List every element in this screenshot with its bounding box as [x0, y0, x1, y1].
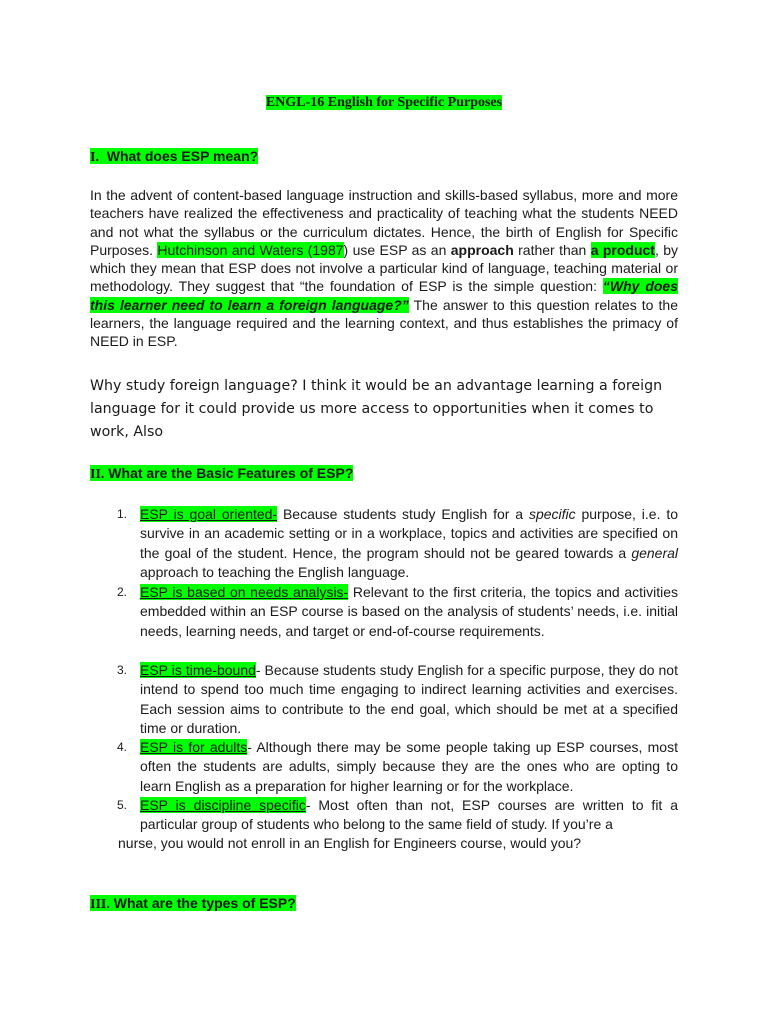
intro-text-b: ) use ESP as an	[343, 241, 447, 258]
list-item-number: 3.	[117, 663, 128, 677]
intro-text-a: In the advent of content-based language instruction and skills-based syllabus, more and more teachers have realized the effectiveness and practicality of teaching what the students NEED and not what the syllabus or the curriculum dictates. Hence, the birth of English for Specific Purposes.	[90, 187, 678, 258]
feature-label: ESP is for adults	[140, 739, 248, 755]
feature-label: ESP is based on needs analysis-	[140, 584, 349, 600]
section-heading-2	[90, 465, 353, 483]
feature-label: ESP is time-bound	[140, 662, 256, 678]
feature-label: ESP is goal oriented-	[140, 506, 278, 522]
section-title-3: What are the types of ESP?	[113, 895, 296, 911]
section-heading-3	[90, 895, 296, 913]
feature-text: approach to teaching the English language.	[140, 564, 410, 581]
why-study-paragraph: Why study foreign language? I think it would be an advantage learning a foreign language for it could provide us more access to opportunities when it comes to work, Also	[90, 378, 663, 440]
feature-label: ESP is discipline specific	[140, 797, 306, 813]
section-number-1: I.	[90, 150, 99, 165]
feature-text: Relevant to the first criteria, the topics and activities embedded within an ESP course is based on the analysis of students’ needs, i.e. initial needs, learning needs, and target or end-of-course requirements.	[140, 584, 679, 639]
approach-term: approach	[450, 241, 514, 258]
section-number-2: II.	[90, 467, 105, 482]
section-heading-1-text	[90, 148, 258, 164]
feature-emphasis: general	[631, 544, 679, 561]
intro-text-d: , by which they mean that ESP does not involve a particular kind of language, teaching material or methodology. They suggest that “the foundation of ESP is the simple question:	[90, 241, 679, 295]
feature-text: - Although there may be some people taking up ESP courses, most often the students are adults, simply because they are the ones who are opting to learn English as a preparation for higher learning or for the workplace.	[140, 739, 678, 794]
intro-text-c: rather than	[518, 241, 587, 258]
feature-text: purpose, i.e. to survive in an academic setting or in a workplace, topics and activities are specified on the goal of the student. Hence, the program should not be geared towards a	[140, 506, 678, 561]
list-item-number: 1.	[117, 507, 128, 521]
list-item-text	[140, 583, 678, 641]
list-item-text	[140, 796, 678, 835]
feature-text: Because students study English for a	[282, 506, 524, 522]
document-title-text: ENGL-16 English for Specific Purposes	[265, 95, 503, 110]
list-item-number: 2.	[117, 585, 128, 599]
list-item-text	[140, 661, 678, 739]
key-question-highlight: “Why does this learner need to learn a foreign language?”	[90, 278, 679, 313]
list-item-continuation: nurse, you would not enroll in an English for Engineers course, would you?	[118, 835, 582, 851]
section-number-3: III.	[90, 897, 110, 912]
esp-definition-paragraph	[90, 186, 678, 351]
section-heading-2-text	[90, 465, 353, 481]
list-item-number: 4.	[117, 740, 128, 754]
feature-emphasis: specific	[528, 506, 576, 522]
section-heading-1	[90, 148, 258, 166]
product-term-highlight: a product	[590, 241, 655, 258]
section-title-2: What are the Basic Features of ESP?	[108, 465, 354, 481]
feature-text: - Because students study English for a specific purpose, they do not intend to spend too much time engaging to indirect learning activities and exercises. Each session aims to contribute to the end goal, which should be met at a specified time or duration.	[140, 662, 678, 737]
document-title	[0, 94, 768, 111]
authors-highlight: Hutchinson and Waters (1987	[157, 241, 344, 258]
section-heading-3-text	[90, 895, 296, 911]
section-title-1: What does ESP mean?	[106, 148, 259, 164]
list-item-text	[140, 738, 678, 796]
intro-text-e: The answer to this question relates to the learners, the language required and the learning context, and thus establishes the primacy of NEED in ESP.	[90, 296, 678, 350]
list-item-text	[140, 505, 678, 583]
list-item-number: 5.	[117, 798, 128, 812]
feature-text: - Most often than not, ESP courses are written to fit a particular group of students who belong to the same field of study. If you’re a	[140, 797, 679, 833]
